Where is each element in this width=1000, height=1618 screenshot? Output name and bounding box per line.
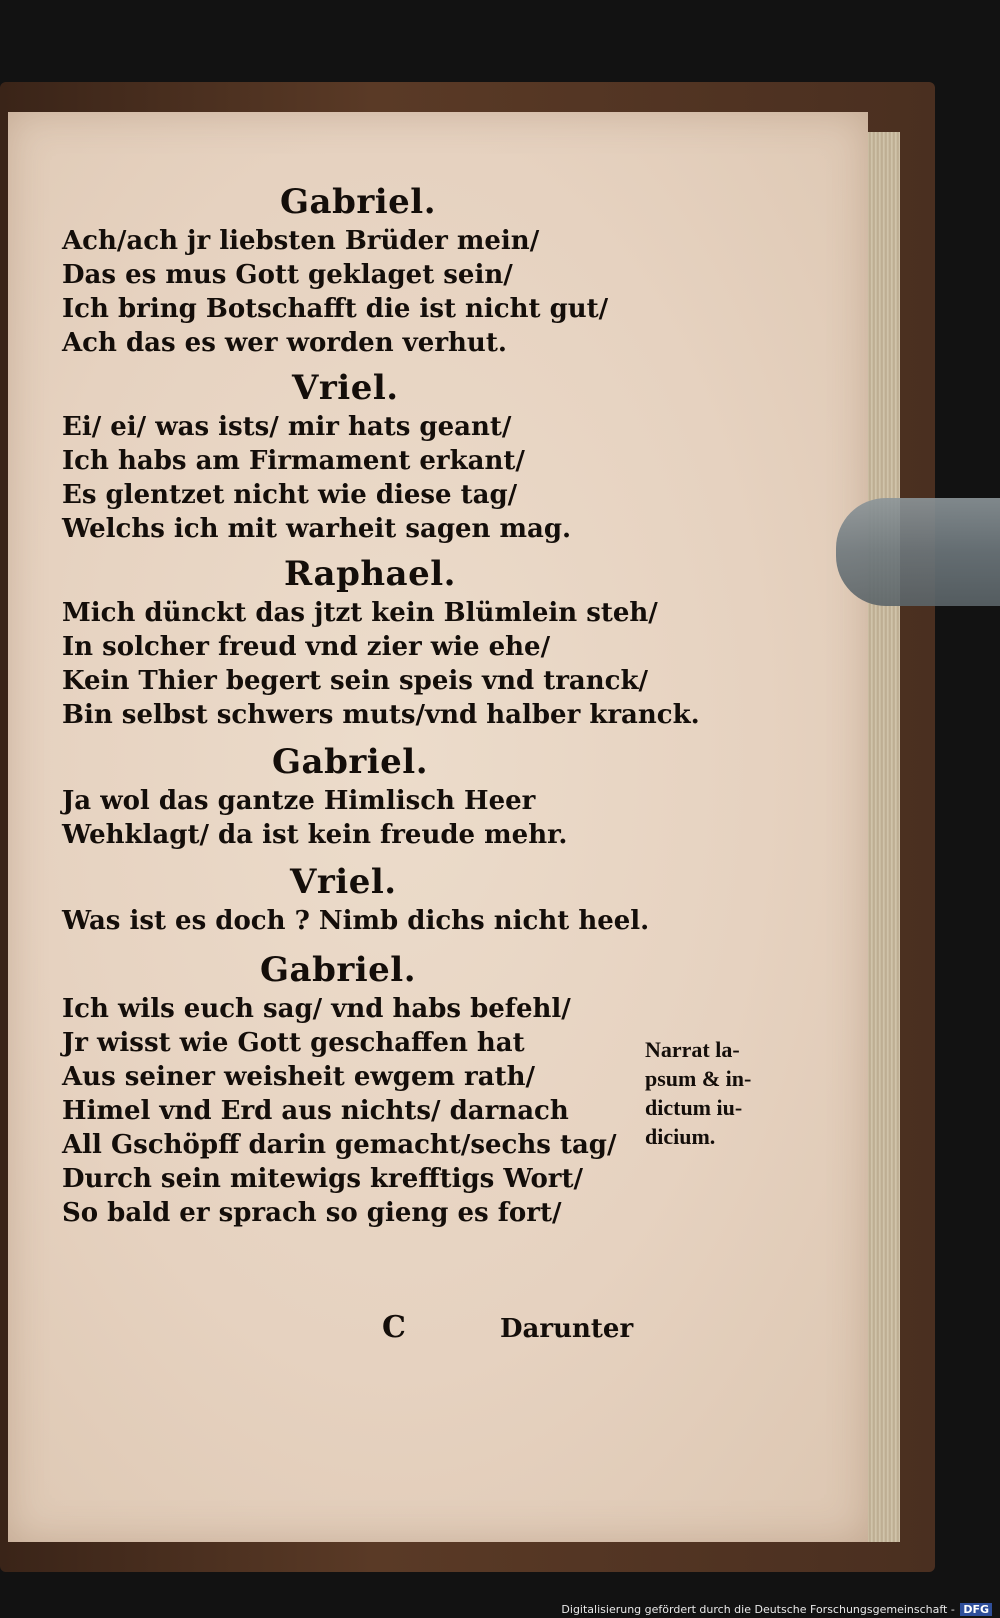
digitization-credit bbox=[561, 1603, 992, 1616]
marginal-note-line: dictum iu- bbox=[645, 1095, 743, 1120]
verse-line: Ei/ ei/ was ists/ mir hats geant/ bbox=[62, 412, 512, 442]
verse-line: Welchs ich mit warheit sagen mag. bbox=[62, 514, 572, 544]
page-footer-line bbox=[62, 1310, 662, 1346]
verse-line: Ich bring Botschafft die ist nicht gut/ bbox=[62, 294, 609, 324]
verse-line: Aus seiner weisheit ewgem rath/ bbox=[62, 1062, 536, 1092]
verse-line: All Gschöpff darin gemacht/sechs tag/ bbox=[62, 1130, 617, 1160]
speaker-heading: Vriel. bbox=[292, 368, 399, 408]
signature-mark: C bbox=[382, 1310, 406, 1345]
speaker-heading: Gabriel. bbox=[280, 182, 437, 222]
verse-line: Bin selbst schwers muts/vnd halber kranck. bbox=[62, 700, 700, 730]
verse-line: Was ist es doch ? Nimb dichs nicht heel. bbox=[62, 906, 650, 936]
verse-line: Ach das es wer worden verhut. bbox=[62, 328, 507, 358]
verse-line: Durch sein mitewigs krefftigs Wort/ bbox=[62, 1164, 583, 1194]
dfg-logo: DFG bbox=[960, 1603, 992, 1616]
speaker-heading: Gabriel. bbox=[272, 742, 429, 782]
catchword: Darunter bbox=[500, 1314, 634, 1344]
verse-line: Himel vnd Erd aus nichts/ darnach bbox=[62, 1096, 569, 1126]
marginal-note bbox=[645, 1035, 795, 1151]
marginal-note-line: dicium. bbox=[645, 1124, 716, 1149]
verse-line: Kein Thier begert sein speis vnd tranck/ bbox=[62, 666, 649, 696]
verse-line: Ich wils euch sag/ vnd habs befehl/ bbox=[62, 994, 571, 1024]
page-holder-clip bbox=[836, 498, 1000, 606]
verse-line: Ich habs am Firmament erkant/ bbox=[62, 446, 525, 476]
verse-line: Wehklagt/ da ist kein freude mehr. bbox=[62, 820, 568, 850]
speaker-heading: Raphael. bbox=[284, 554, 456, 594]
marginal-note-line: Narrat la- bbox=[645, 1037, 740, 1062]
verse-line: Ja wol das gantze Himlisch Heer bbox=[62, 786, 536, 816]
speaker-heading: Vriel. bbox=[290, 862, 397, 902]
verse-line: Mich dünckt das jtzt kein Blümlein steh/ bbox=[62, 598, 658, 628]
marginal-note-line: psum & in- bbox=[645, 1066, 752, 1091]
verse-line: So bald er sprach so gieng es fort/ bbox=[62, 1198, 562, 1228]
verse-line: Das es mus Gott geklaget sein/ bbox=[62, 260, 513, 290]
credit-text: Digitalisierung gefördert durch die Deutsche Forschungsgemeinschaft - bbox=[561, 1603, 955, 1616]
verse-line: In solcher freud vnd zier wie ehe/ bbox=[62, 632, 551, 662]
verse-line: Jr wisst wie Gott geschaffen hat bbox=[62, 1028, 525, 1058]
verse-line: Ach/ach jr liebsten Brüder mein/ bbox=[62, 226, 540, 256]
speaker-heading: Gabriel. bbox=[260, 950, 417, 990]
verse-line: Es glentzet nicht wie diese tag/ bbox=[62, 480, 518, 510]
